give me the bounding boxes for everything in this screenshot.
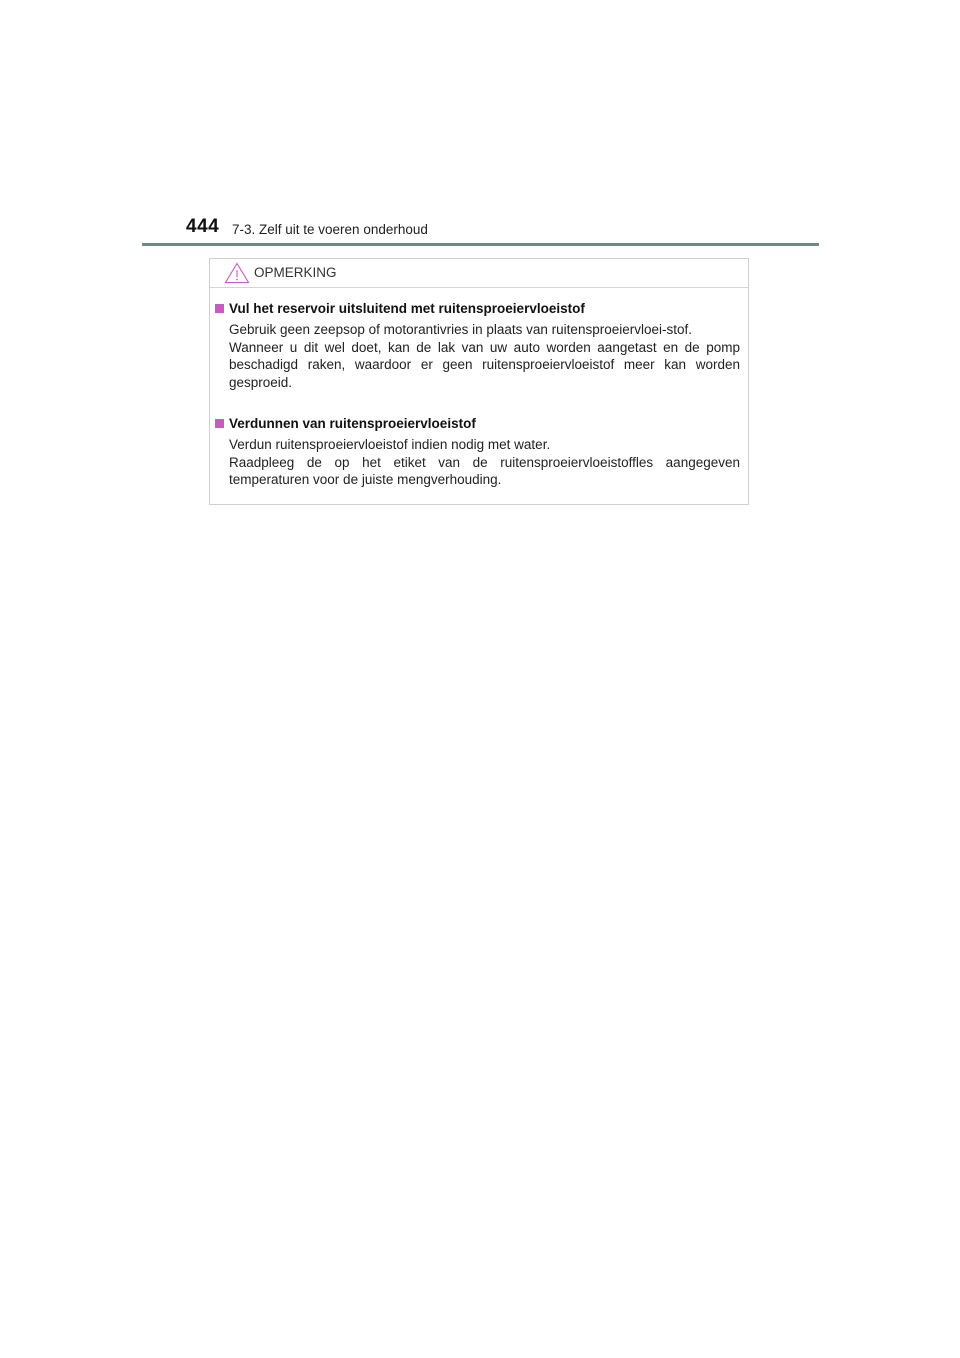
- item-paragraph: Raadpleeg de op het etiket van de ruitensproeiervloeistoffles aangegeven temperaturen voor de juiste mengverhouding.: [229, 454, 740, 487]
- notice-label: OPMERKING: [254, 265, 337, 280]
- warning-triangle-icon: [224, 262, 250, 284]
- item-paragraph: Gebruik geen zeepsop of motorantivries in plaats van ruitensproeiervloei-stof.: [229, 322, 692, 337]
- item-heading: [215, 301, 585, 316]
- notice-header: [210, 259, 748, 288]
- item-body: [229, 321, 740, 391]
- page-number: 444: [186, 216, 220, 237]
- notice-box: [209, 258, 749, 505]
- item-heading: [215, 416, 476, 431]
- item-paragraph: Wanneer u dit wel doet, kan de lak van uw auto worden aangetast en de pomp beschadigd raken, waardoor er geen ruitensproeiervloeistof meer kan worden gesproeid.: [229, 339, 740, 390]
- bullet-square: [215, 419, 224, 428]
- item-body: [229, 436, 740, 489]
- header-rule: [142, 243, 819, 246]
- section-title: 7-3. Zelf uit te voeren onderhoud: [232, 222, 428, 237]
- item-heading-text: Vul het reservoir uitsluitend met ruitensproeiervloeistof: [229, 301, 585, 316]
- bullet-square: [215, 304, 224, 313]
- item-heading-text: Verdunnen van ruitensproeiervloeistof: [229, 416, 476, 431]
- item-paragraph: Verdun ruitensproeiervloeistof indien nodig met water.: [229, 437, 551, 452]
